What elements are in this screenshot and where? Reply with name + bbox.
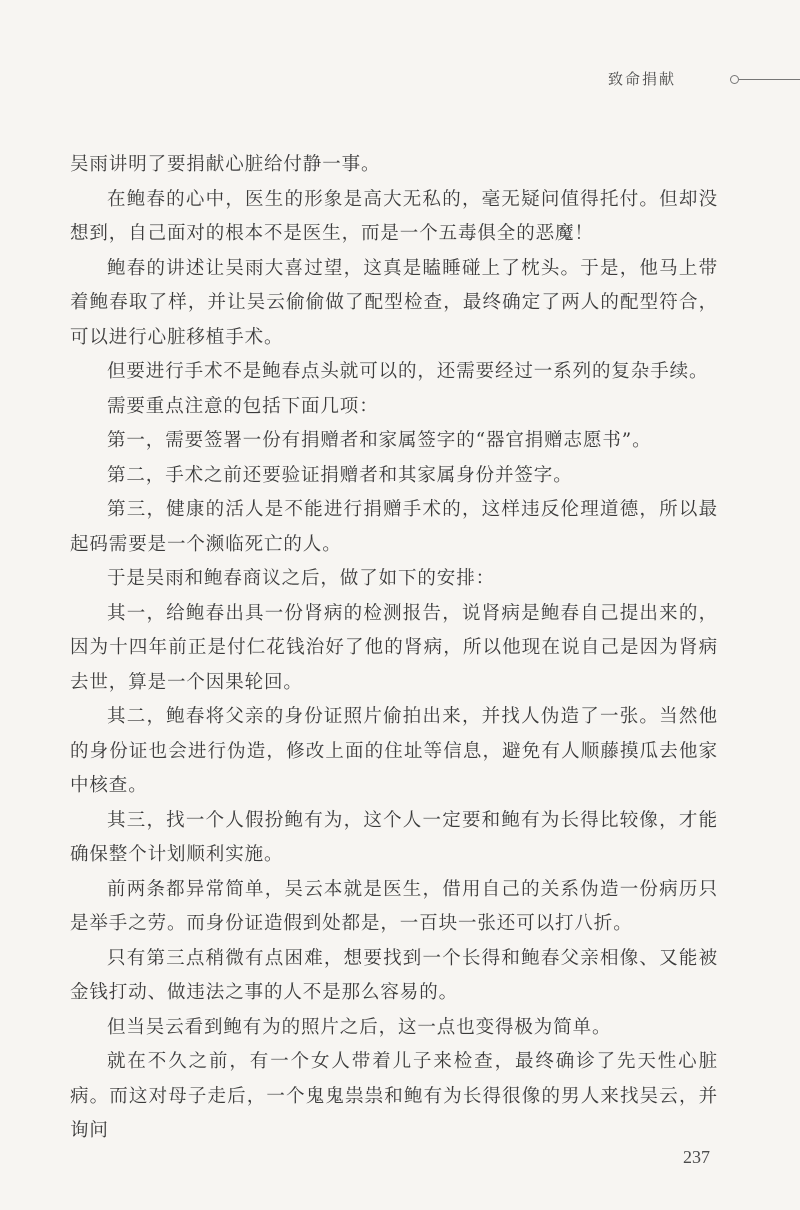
- running-header: [600, 62, 800, 92]
- header-rule-line: [739, 79, 800, 80]
- paragraph: 就在不久之前，有一个女人带着儿子来检查，最终确诊了先天性心脏病。而这对母子走后，一个鬼鬼祟祟和鲍有为长得很像的男人来找吴云，并询问: [70, 1051, 718, 1141]
- paragraph: 第三，健康的活人是不能进行捐赠手术的，这样违反伦理道德，所以最起码需要是一个濒临死亡的人。: [70, 499, 718, 555]
- body-text: [70, 148, 718, 1149]
- paragraph: 第二，手术之前还要验证捐赠者和其家属身份并签字。: [107, 464, 573, 486]
- paragraph: 其二，鲍春将父亲的身份证照片偷拍出来，并找人伪造了一张。当然他的身份证也会进行伪造，修改上面的住址等信息，避免有人顺藤摸瓜去他家中核查。: [70, 706, 718, 796]
- paragraph: 吴雨讲明了要捐献心脏给付静一事。: [70, 154, 381, 175]
- paragraph: 但当吴云看到鲍有为的照片之后，这一点也变得极为简单。: [107, 1016, 612, 1038]
- chapter-title: 致命捐献: [608, 70, 677, 88]
- paragraph: 在鲍春的心中，医生的形象是高大无私的，毫无疑问值得托付。但却没想到，自己面对的根本不是医生，而是一个五毒俱全的恶魔！: [70, 188, 718, 244]
- paragraph: 于是吴雨和鲍春商议之后，做了如下的安排：: [107, 568, 496, 589]
- page-number: 237: [683, 1147, 710, 1167]
- header-ornament-circle: [730, 75, 739, 84]
- paragraph: 其三，找一个人假扮鲍有为，这个人一定要和鲍有为长得比较像，才能确保整个计划顺利实施。: [70, 809, 718, 865]
- paragraph: 其一，给鲍春出具一份肾病的检测报告，说肾病是鲍春自己提出来的，因为十四年前正是付仁花钱治好了他的肾病，所以他现在说自己是因为肾病去世，算是一个因果轮回。: [70, 602, 718, 693]
- paragraph: 需要重点注意的包括下面几项：: [107, 395, 379, 417]
- paragraph: 第一，需要签署一份有捐赠者和家属签字的“器官捐赠志愿书”。: [107, 430, 652, 451]
- paragraph: 但要进行手术不是鲍春点头就可以的，还需要经过一系列的复杂手续。: [107, 361, 709, 382]
- paragraph: 鲍春的讲述让吴雨大喜过望，这真是瞌睡碰上了枕头。于是，他马上带着鲍春取了样，并让吴云偷偷做了配型检查，最终确定了两人的配型符合，可以进行心脏移植手术。: [70, 257, 718, 348]
- paragraph: 只有第三点稍微有点困难，想要找到一个长得和鲍春父亲相像、又能被金钱打动、做违法之事的人不是那么容易的。: [70, 947, 718, 1003]
- paragraph: 前两条都异常简单，吴云本就是医生，借用自己的关系伪造一份病历只是举手之劳。而身份证造假到处都是，一百块一张还可以打八折。: [70, 878, 718, 934]
